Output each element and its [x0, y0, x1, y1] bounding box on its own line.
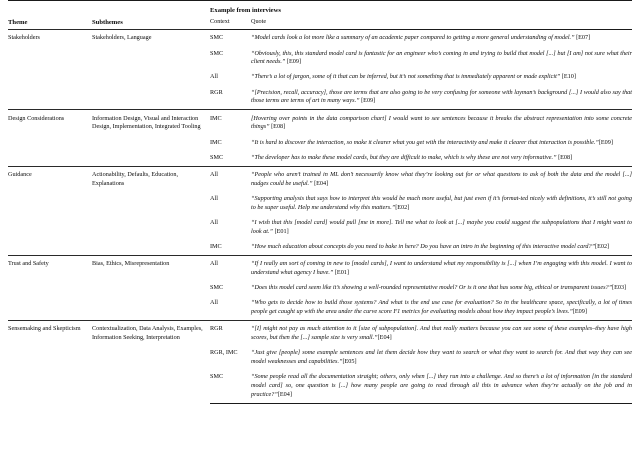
cell-context: RGR	[210, 88, 223, 96]
quote-text: “Supporting analysis that says how to interpret this would be much more useful, but just even if it’s format-ted nicely with definitions, it’s still not going to be super useful. Help me understand why this matters.”	[251, 194, 632, 211]
cell-quote	[251, 320, 632, 345]
cell-context: All	[210, 255, 251, 280]
table-row	[8, 166, 632, 191]
table-row	[8, 110, 632, 135]
quote-text: “Model cards look a lot more like a summary of an academic paper compared to getting a more general understanding of model.”	[251, 34, 577, 42]
cell-context: IMC	[210, 242, 222, 250]
cell-quote	[251, 135, 632, 150]
cell-quote	[251, 346, 632, 370]
header-row-main	[8, 1, 632, 18]
cell-quote	[251, 370, 632, 403]
column-header-theme: Theme	[8, 1, 92, 30]
quote-participant-ref: [E09]	[286, 58, 302, 66]
quote-participant-ref: [E05]	[342, 357, 357, 365]
quote-participant-ref: [E03]	[612, 283, 627, 291]
cell-context: IMC	[210, 110, 251, 135]
quote-participant-ref: [E01]	[334, 268, 349, 276]
table-row	[8, 320, 632, 345]
cell-context: All	[210, 194, 218, 202]
cell-context: All	[210, 73, 218, 81]
quote-text: “How much education about concepts do you need to bake in here? Do you have an intro in the beginning of this interactive model card?”	[251, 242, 596, 250]
column-header-example-from-interviews: Example from interviews	[210, 1, 632, 18]
cell-quote	[251, 110, 632, 135]
quote-text: “There’s a lot of jargon, some of it that can be inferred, but it’s not something that is immediately apparent or made explicit”	[251, 73, 562, 81]
quote-participant-ref: [E10]	[561, 73, 576, 81]
cell-context: SMC	[210, 283, 224, 291]
cell-context: All	[210, 218, 218, 226]
cell-quote	[251, 70, 632, 85]
quote-text: “The developer has to make these model cards, but they are difficult to make, which is why these are not very informative.”	[251, 153, 559, 161]
cell-context: SMC	[210, 30, 251, 47]
quote-participant-ref: [E01]	[274, 227, 289, 235]
quote-text: “Who gets to decide how to build those systems? And what is the end use case for evaluation? So in the healthcare space, specifically, a lot of times people get caught up with the area under the curve score F1 metrics for evaluating models about how they impact people’s lives.”	[251, 299, 632, 315]
cell-quote	[251, 85, 632, 109]
table-row	[8, 255, 632, 280]
table-header	[8, 1, 632, 30]
column-header-context: Context	[210, 17, 251, 30]
quote-participant-ref: [E07]	[576, 34, 591, 42]
cell-theme: Guidance	[8, 166, 92, 255]
cell-context: All	[210, 166, 251, 191]
cell-quote	[251, 192, 632, 216]
cell-context: IMC	[210, 138, 222, 146]
cell-context: SMC	[210, 370, 251, 403]
cell-context: RGR	[210, 320, 251, 345]
cell-context: RGR, IMC	[210, 349, 238, 357]
quote-text: “I wish that this [model card] would pull [me in more]. Tell me what to look at [...] maybe you could suggest the subpopulations that I might want to look at.”	[251, 218, 632, 235]
cell-quote	[251, 166, 632, 191]
cell-quote	[251, 46, 632, 70]
column-header-quote: Quote	[251, 17, 632, 30]
cell-quote	[251, 281, 632, 296]
table-body	[8, 30, 632, 403]
table-row	[8, 30, 632, 47]
quote-text: “[I] might not pay as much attention to it [size of subpopulation]. And that really matters because you can see some of these examples–they have high scores, but then the [...] sample size is very small.”	[251, 325, 632, 341]
cell-theme: Sensemaking and Skepticism	[8, 320, 92, 403]
quote-participant-ref: [E08]	[558, 153, 573, 161]
column-header-subthemes: Subthemes	[92, 1, 210, 30]
quote-text: “If I really am sort of coming in new to [model cards], I want to understand what my responsibility is [...] when I’m engaging with this model. I want to understand what agency I have.”	[251, 260, 632, 276]
quote-participant-ref: [E02]	[595, 242, 610, 250]
qualitative-results-table	[8, 0, 632, 404]
quote-participant-ref: [E04]	[314, 179, 329, 187]
cell-theme: Trust and Safety	[8, 255, 92, 320]
cell-theme: Design Considerations	[8, 110, 92, 166]
quote-text: “Just give [people] some example sentences and let them decide how they want to search or what they want to search for. And that way they can see model weaknesses and capabilities.”	[251, 349, 632, 365]
cell-context: All	[210, 299, 218, 307]
quote-text: “Does this model card seem like it’s showing a well-rounded representative model? Or is it one that has some big, ethical or transparent issues?”	[251, 283, 613, 291]
quote-participant-ref: [E09]	[572, 307, 587, 315]
cell-quote	[251, 240, 632, 256]
quote-text: [Hovering over points in the data comparison chart] I would want to see sentences because it breaks the abstract representation into some concrete things”	[251, 114, 632, 131]
cell-quote	[251, 255, 632, 280]
quote-participant-ref: [E08]	[271, 123, 286, 131]
quote-text: “People who aren’t trained in ML don’t necessarily know what they’re looking out for or what questions to ask of both the data and the model [...] nudges could be useful.”	[251, 170, 632, 187]
quote-participant-ref: [E09]	[598, 138, 613, 146]
quote-participant-ref: [E04]	[377, 333, 392, 341]
cell-quote	[251, 30, 632, 47]
cell-subthemes: Actionability, Defaults, Education, Explanations	[92, 166, 210, 255]
cell-theme: Stakeholders	[8, 30, 92, 110]
cell-subthemes: Bias, Ethics, Misrepresentation	[92, 255, 210, 320]
quote-text: “[Precision, recall, accuracy], those are terms that are also going to be very confusing for someone with layman’s background [...] I would also say that those terms are terms of art in many ways.”	[251, 88, 632, 105]
quote-participant-ref: [E02]	[395, 203, 410, 211]
cell-context: SMC	[210, 153, 224, 161]
quote-text: “Some people read all the documentation straight; others, only when [...] they run into a challenge. And so there’s a lot of information [in the standard model card] so, one question is [...] how many people are going to read through all this in advance when they’re actually on the job and in practice?”	[251, 373, 632, 398]
cell-subthemes: Contextualization, Data Analysis, Examples, Information Seeking, Interpretation	[92, 320, 210, 403]
quote-participant-ref: [E04]	[277, 390, 292, 398]
cell-quote	[251, 151, 632, 167]
cell-quote	[251, 216, 632, 240]
quote-participant-ref: [E09]	[361, 97, 376, 105]
cell-context: SMC	[210, 49, 224, 57]
quote-text: “Obviously, this, this standard model card is fantastic for an engineer who’s coming in and trying to build that model [...] but [I am] not sure what their client needs.”	[251, 49, 632, 66]
cell-subthemes: Information Design, Visual and Interaction Design, Implementation, Integrated Tooling	[92, 110, 210, 166]
quote-text: “It is hard to discover the interaction, so make it clearer what you get with the interactivity and make it clearer that interaction is possible.”	[251, 138, 599, 146]
cell-subthemes: Stakeholders, Language	[92, 30, 210, 110]
cell-quote	[251, 296, 632, 320]
